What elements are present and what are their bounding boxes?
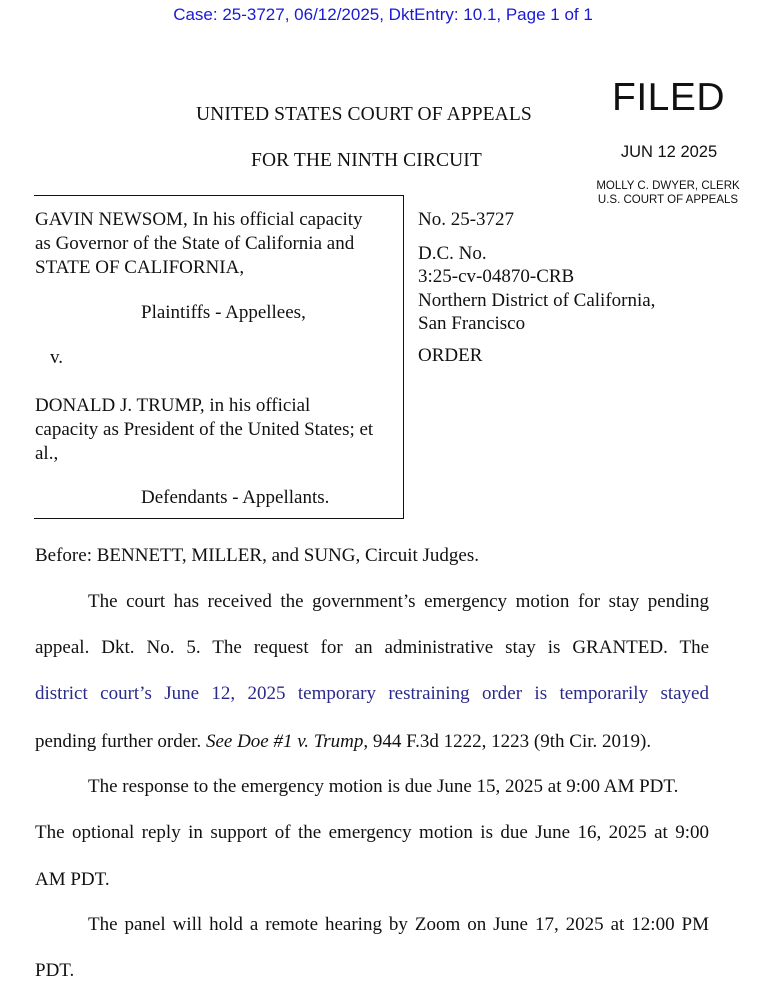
plaintiff-line: as Governor of the State of California and (35, 233, 355, 254)
ecf-header-stamp: Case: 25-3727, 06/12/2025, DktEntry: 10.1, Page 1 of 1 (173, 5, 593, 24)
dc-label: D.C. No. (418, 243, 487, 264)
order-text-line: appeal. Dkt. No. 5. The request for an administrative stay is GRANTED. The (35, 637, 709, 658)
order-text-line: The optional reply in support of the emergency motion is due June 16, 2025 at 9:00 (35, 822, 709, 843)
clerk-office: U.S. COURT OF APPEALS (597, 194, 739, 206)
court-name: UNITED STATES COURT OF APPEALS (196, 104, 532, 125)
defendant-line: al., (35, 443, 59, 464)
filed-stamp-date: JUN 12 2025 (620, 143, 718, 161)
plaintiffs-role: Plaintiffs - Appellees, (141, 302, 306, 323)
document-type: ORDER (418, 345, 483, 366)
order-text-line: AM PDT. (35, 869, 110, 890)
order-text-segment: , 944 F.3d 1222, 1223 (9th Cir. 2019). (363, 731, 652, 752)
case-number: No. 25-3727 (418, 209, 515, 230)
order-text-segment: pending further order. (35, 731, 206, 752)
order-text-line: The court has received the government’s emergency motion for stay pending (88, 591, 709, 612)
city: San Francisco (418, 313, 526, 334)
circuit-name: FOR THE NINTH CIRCUIT (251, 150, 482, 171)
dc-number: 3:25-cv-04870-CRB (418, 266, 575, 287)
order-text-line: PDT. (35, 960, 75, 981)
order-text-line: The response to the emergency motion is due June 15, 2025 at 9:00 AM PDT. (88, 776, 679, 797)
order-text-line (35, 731, 651, 753)
order-text-line: district court’s June 12, 2025 temporary restraining order is temporarily stayed (35, 683, 709, 704)
clerk-name: MOLLY C. DWYER, CLERK (596, 180, 740, 192)
defendants-role: Defendants - Appellants. (141, 487, 330, 508)
plaintiff-line: STATE OF CALIFORNIA, (35, 257, 245, 278)
order-text-line: The panel will hold a remote hearing by Zoom on June 17, 2025 at 12:00 PM (88, 914, 709, 935)
versus: v. (50, 347, 64, 368)
case-citation: See Doe #1 v. Trump (205, 731, 364, 752)
panel-line: Before: BENNETT, MILLER, and SUNG, Circuit Judges. (35, 545, 479, 566)
defendant-line: capacity as President of the United States; et (35, 419, 374, 440)
filed-stamp-word: FILED (612, 76, 726, 119)
district: Northern District of California, (418, 290, 656, 311)
plaintiff-line: GAVIN NEWSOM, In his official capacity (35, 209, 363, 230)
defendant-line: DONALD J. TRUMP, in his official (35, 395, 311, 416)
